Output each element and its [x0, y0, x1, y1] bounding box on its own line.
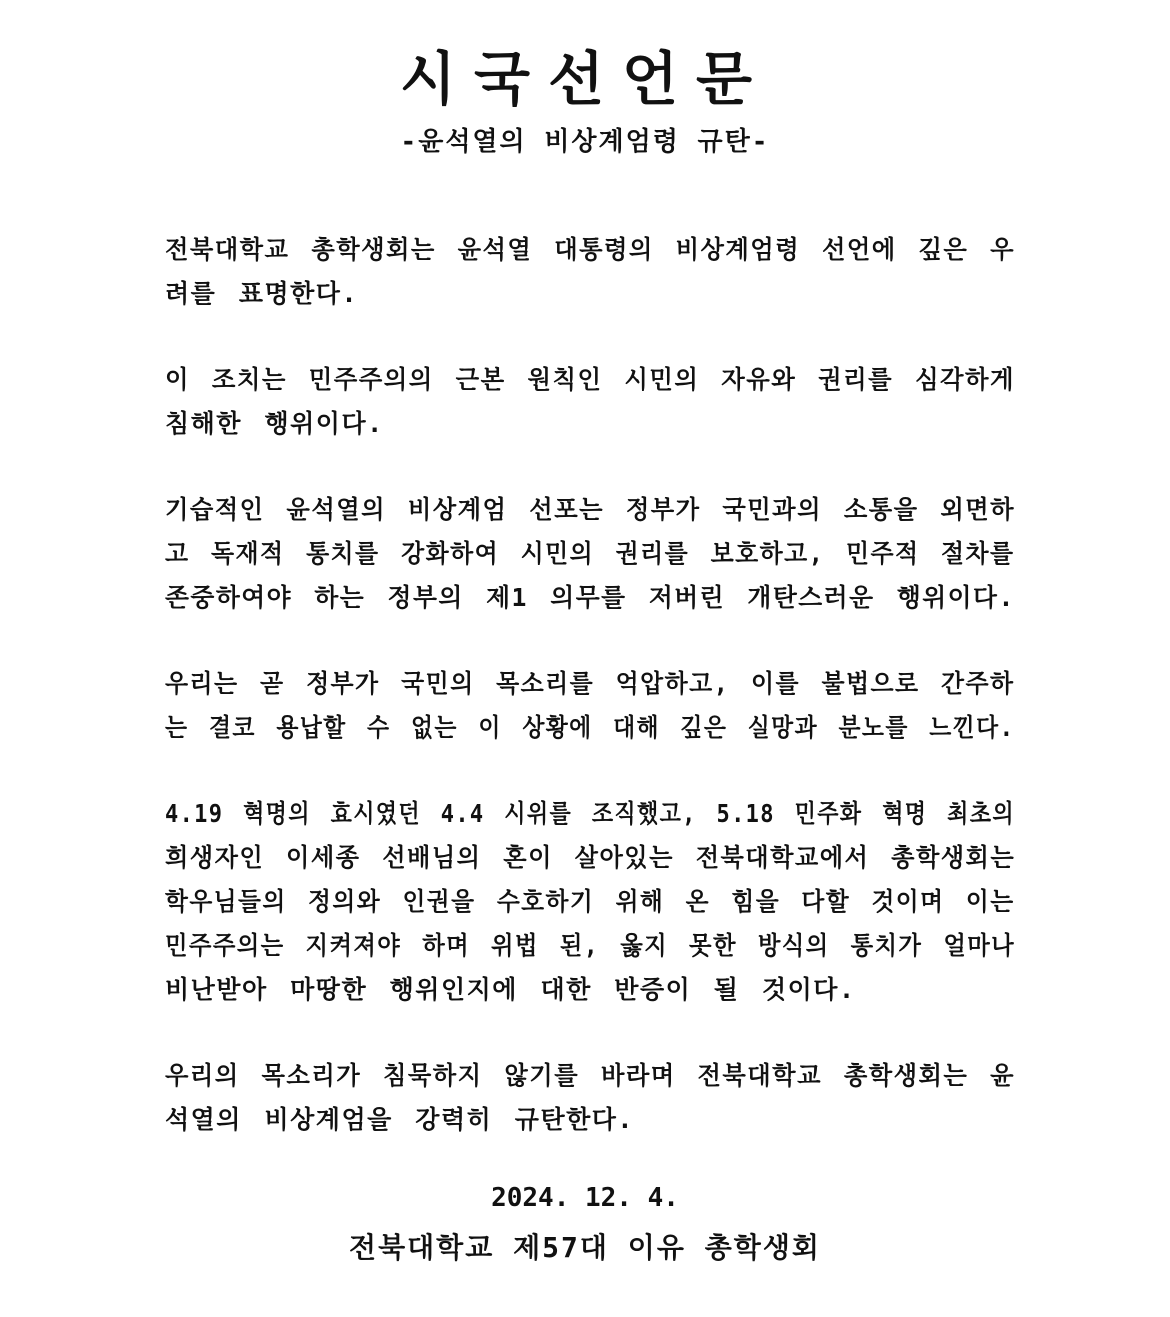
paragraph-line: 우리는 곧 정부가 국민의 목소리를 억압하고, 이를 불법으로 간주하: [165, 669, 1015, 698]
paragraph-4: [165, 662, 1015, 750]
paragraph-line: 고 독재적 통치를 강화하여 시민의 권리를 보호하고, 민주적 절차를: [165, 539, 1015, 568]
paragraph-2: [165, 358, 1015, 446]
paragraph-line: 전북대학교 총학생회는 윤석열 대통령의 비상계엄령 선언에 깊은 우: [165, 235, 1016, 264]
paragraph-1: [165, 228, 1015, 316]
paragraph-line: 려를 표명한다.: [165, 279, 359, 308]
paragraph-line: 기습적인 윤석열의 비상계엄 선포는 정부가 국민과의 소통을 외면하: [165, 495, 1016, 524]
paragraph-line: 존중하여야 하는 정부의 제1 의무를 저버린 개탄스러운 행위이다.: [165, 583, 1015, 612]
paragraph-line: 이 조치는 민주주의의 근본 원칙인 시민의 자유와 권리를 심각하게: [165, 365, 1015, 394]
document-title: 시국선언문: [399, 45, 771, 113]
document-subtitle: -윤석열의 비상계엄령 규탄-: [400, 127, 770, 157]
paragraph-5: [165, 792, 1015, 1012]
document-body: [165, 228, 1015, 1184]
paragraph-line: 희생자인 이세종 선배님의 혼이 살아있는 전북대학교에서 총학생회는: [165, 843, 1016, 872]
document-date: 2024. 12. 4.: [491, 1183, 679, 1213]
paragraph-6: [165, 1054, 1015, 1142]
paragraph-3: [165, 488, 1015, 620]
paragraph-line: 우리의 목소리가 침묵하지 않기를 바라며 전북대학교 총학생회는 윤: [165, 1061, 1016, 1090]
paragraph-line: 민주주의는 지켜져야 하며 위법 된, 옳지 못한 방식의 통치가 얼마나: [165, 931, 1016, 960]
paragraph-line: 비난받아 마땅한 행위인지에 대한 반증이 될 것이다.: [165, 975, 856, 1004]
paragraph-line: 4.19 혁명의 효시였던 4.4 시위를 조직했고, 5.18 민주화 혁명 최초의: [165, 799, 1015, 828]
paragraph-line: 석열의 비상계엄을 강력히 규탄한다.: [165, 1105, 634, 1134]
document-signature: 전북대학교 제57대 이유 총학생회: [349, 1231, 821, 1264]
paragraph-line: 침해한 행위이다.: [165, 409, 384, 438]
paragraph-line: 학우님들의 정의와 인권을 수호하기 위해 온 힘을 다할 것이며 이는: [165, 887, 1015, 916]
paragraph-line: 는 결코 용납할 수 없는 이 상황에 대해 깊은 실망과 분노를 느낀다.: [165, 713, 1015, 742]
